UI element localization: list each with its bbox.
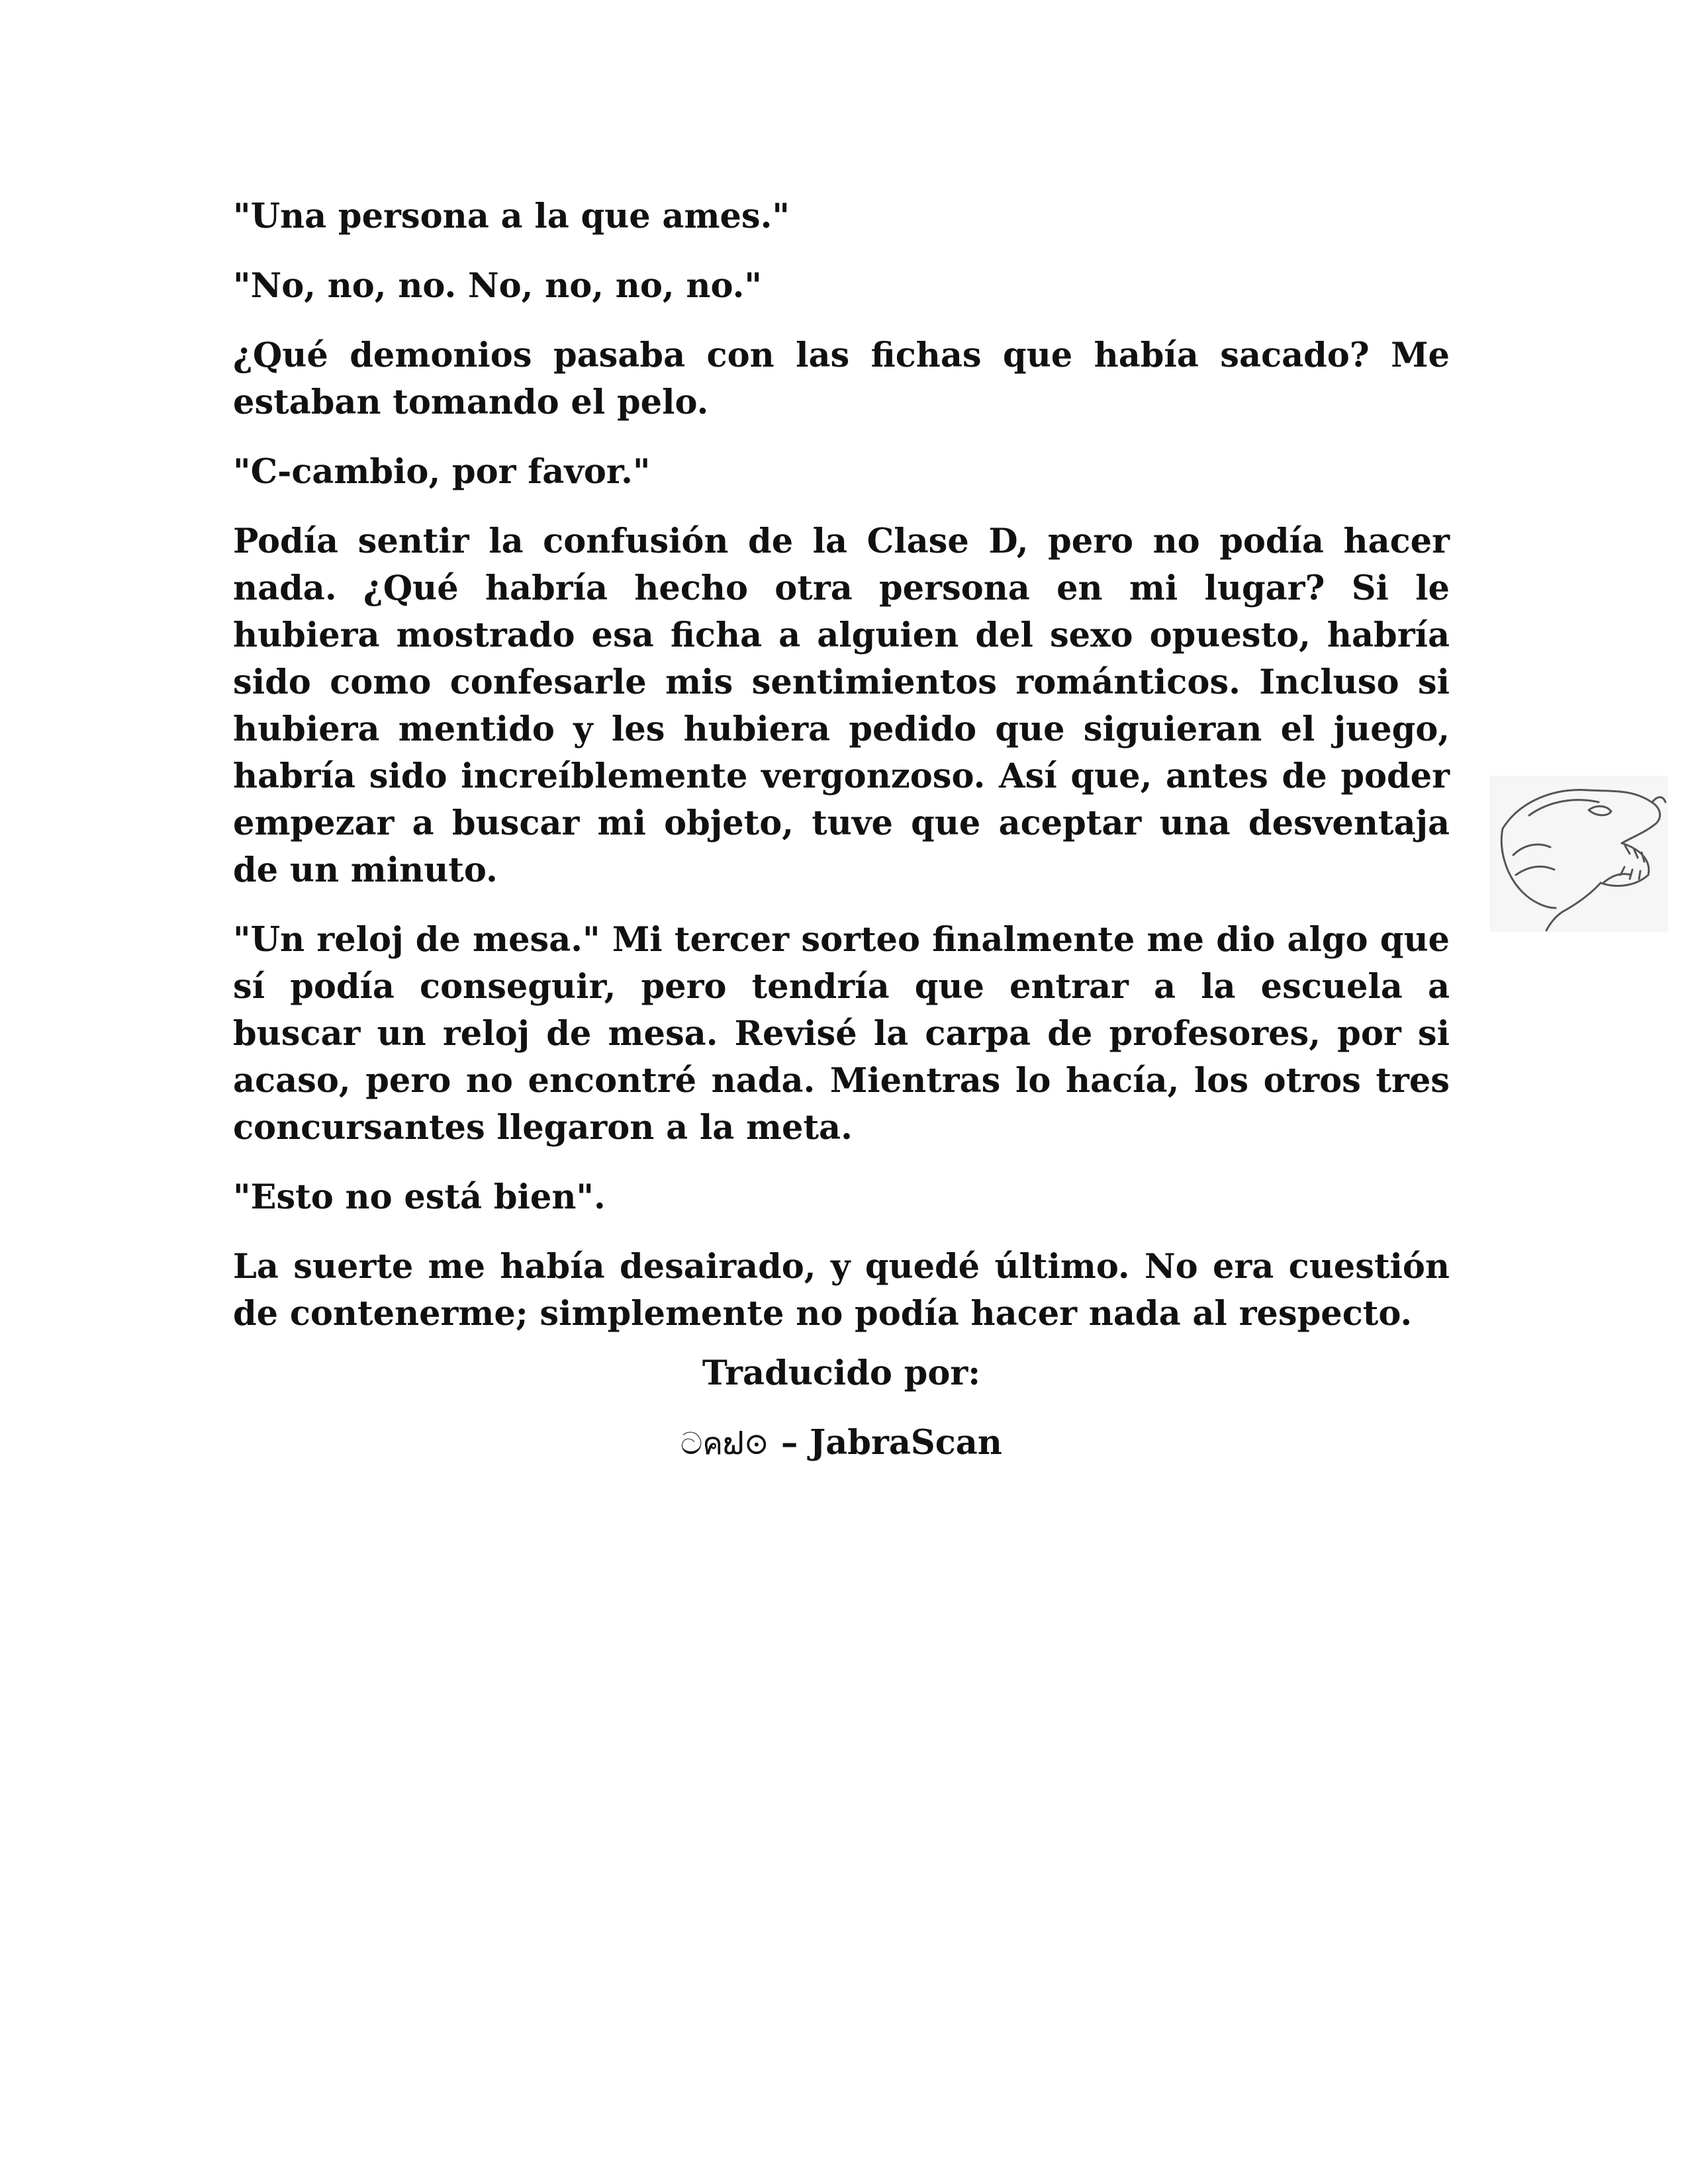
translator-name: ටคຟ⊙ — [680, 1426, 770, 1461]
paragraph: "C-cambio, por favor." — [233, 452, 651, 492]
paragraph: Podía sentir la confusión de la Clase D, pero no podía hacer nada. ¿Qué habría hecho otra persona en mi lugar? Si le hubiera mostrado esa ficha a alguien del sexo opuesto, habría sido como confesarle mis sentimientos románticos. Incluso si hubiera mentido y les hubiera pedido que siguieran el juego, habría sido increíblemente vergonzoso. Así que, antes de poder empezar a buscar mi objeto, tuve que aceptar una desventaja de un minuto. — [233, 522, 1450, 890]
translation-credits — [233, 1350, 1450, 1490]
paragraph: "Una persona a la que ames." — [233, 197, 790, 236]
credits-line — [233, 1420, 1450, 1467]
paragraph: "Esto no está bien". — [233, 1177, 606, 1217]
body-text — [233, 193, 1450, 1360]
paragraph: "No, no, no. No, no, no, no." — [233, 266, 762, 306]
dinosaur-head-drawing — [1489, 776, 1668, 932]
paragraph: ¿Qué demonios pasaba con las fichas que había sacado? Me estaban tomando el pelo. — [233, 336, 1450, 422]
credits-separator: – — [769, 1423, 810, 1463]
credits-heading: Traducido por: — [702, 1353, 981, 1393]
paragraph: La suerte me había desairado, y quedé último. No era cuestión de contenerme; simplemente no podía hacer nada al respecto. — [233, 1247, 1450, 1334]
scan-group-name: JabraScan — [810, 1423, 1002, 1463]
dinosaur-head-icon — [1489, 776, 1668, 932]
paragraph: "Un reloj de mesa." Mi tercer sorteo finalmente me dio algo que sí podía conseguir, pero tendría que entrar a la escuela a buscar un reloj de mesa. Revisé la carpa de profesores, por si acaso, pero no encontré nada. Mientras lo hacía, los otros tres concursantes llegaron a la meta. — [233, 920, 1450, 1148]
